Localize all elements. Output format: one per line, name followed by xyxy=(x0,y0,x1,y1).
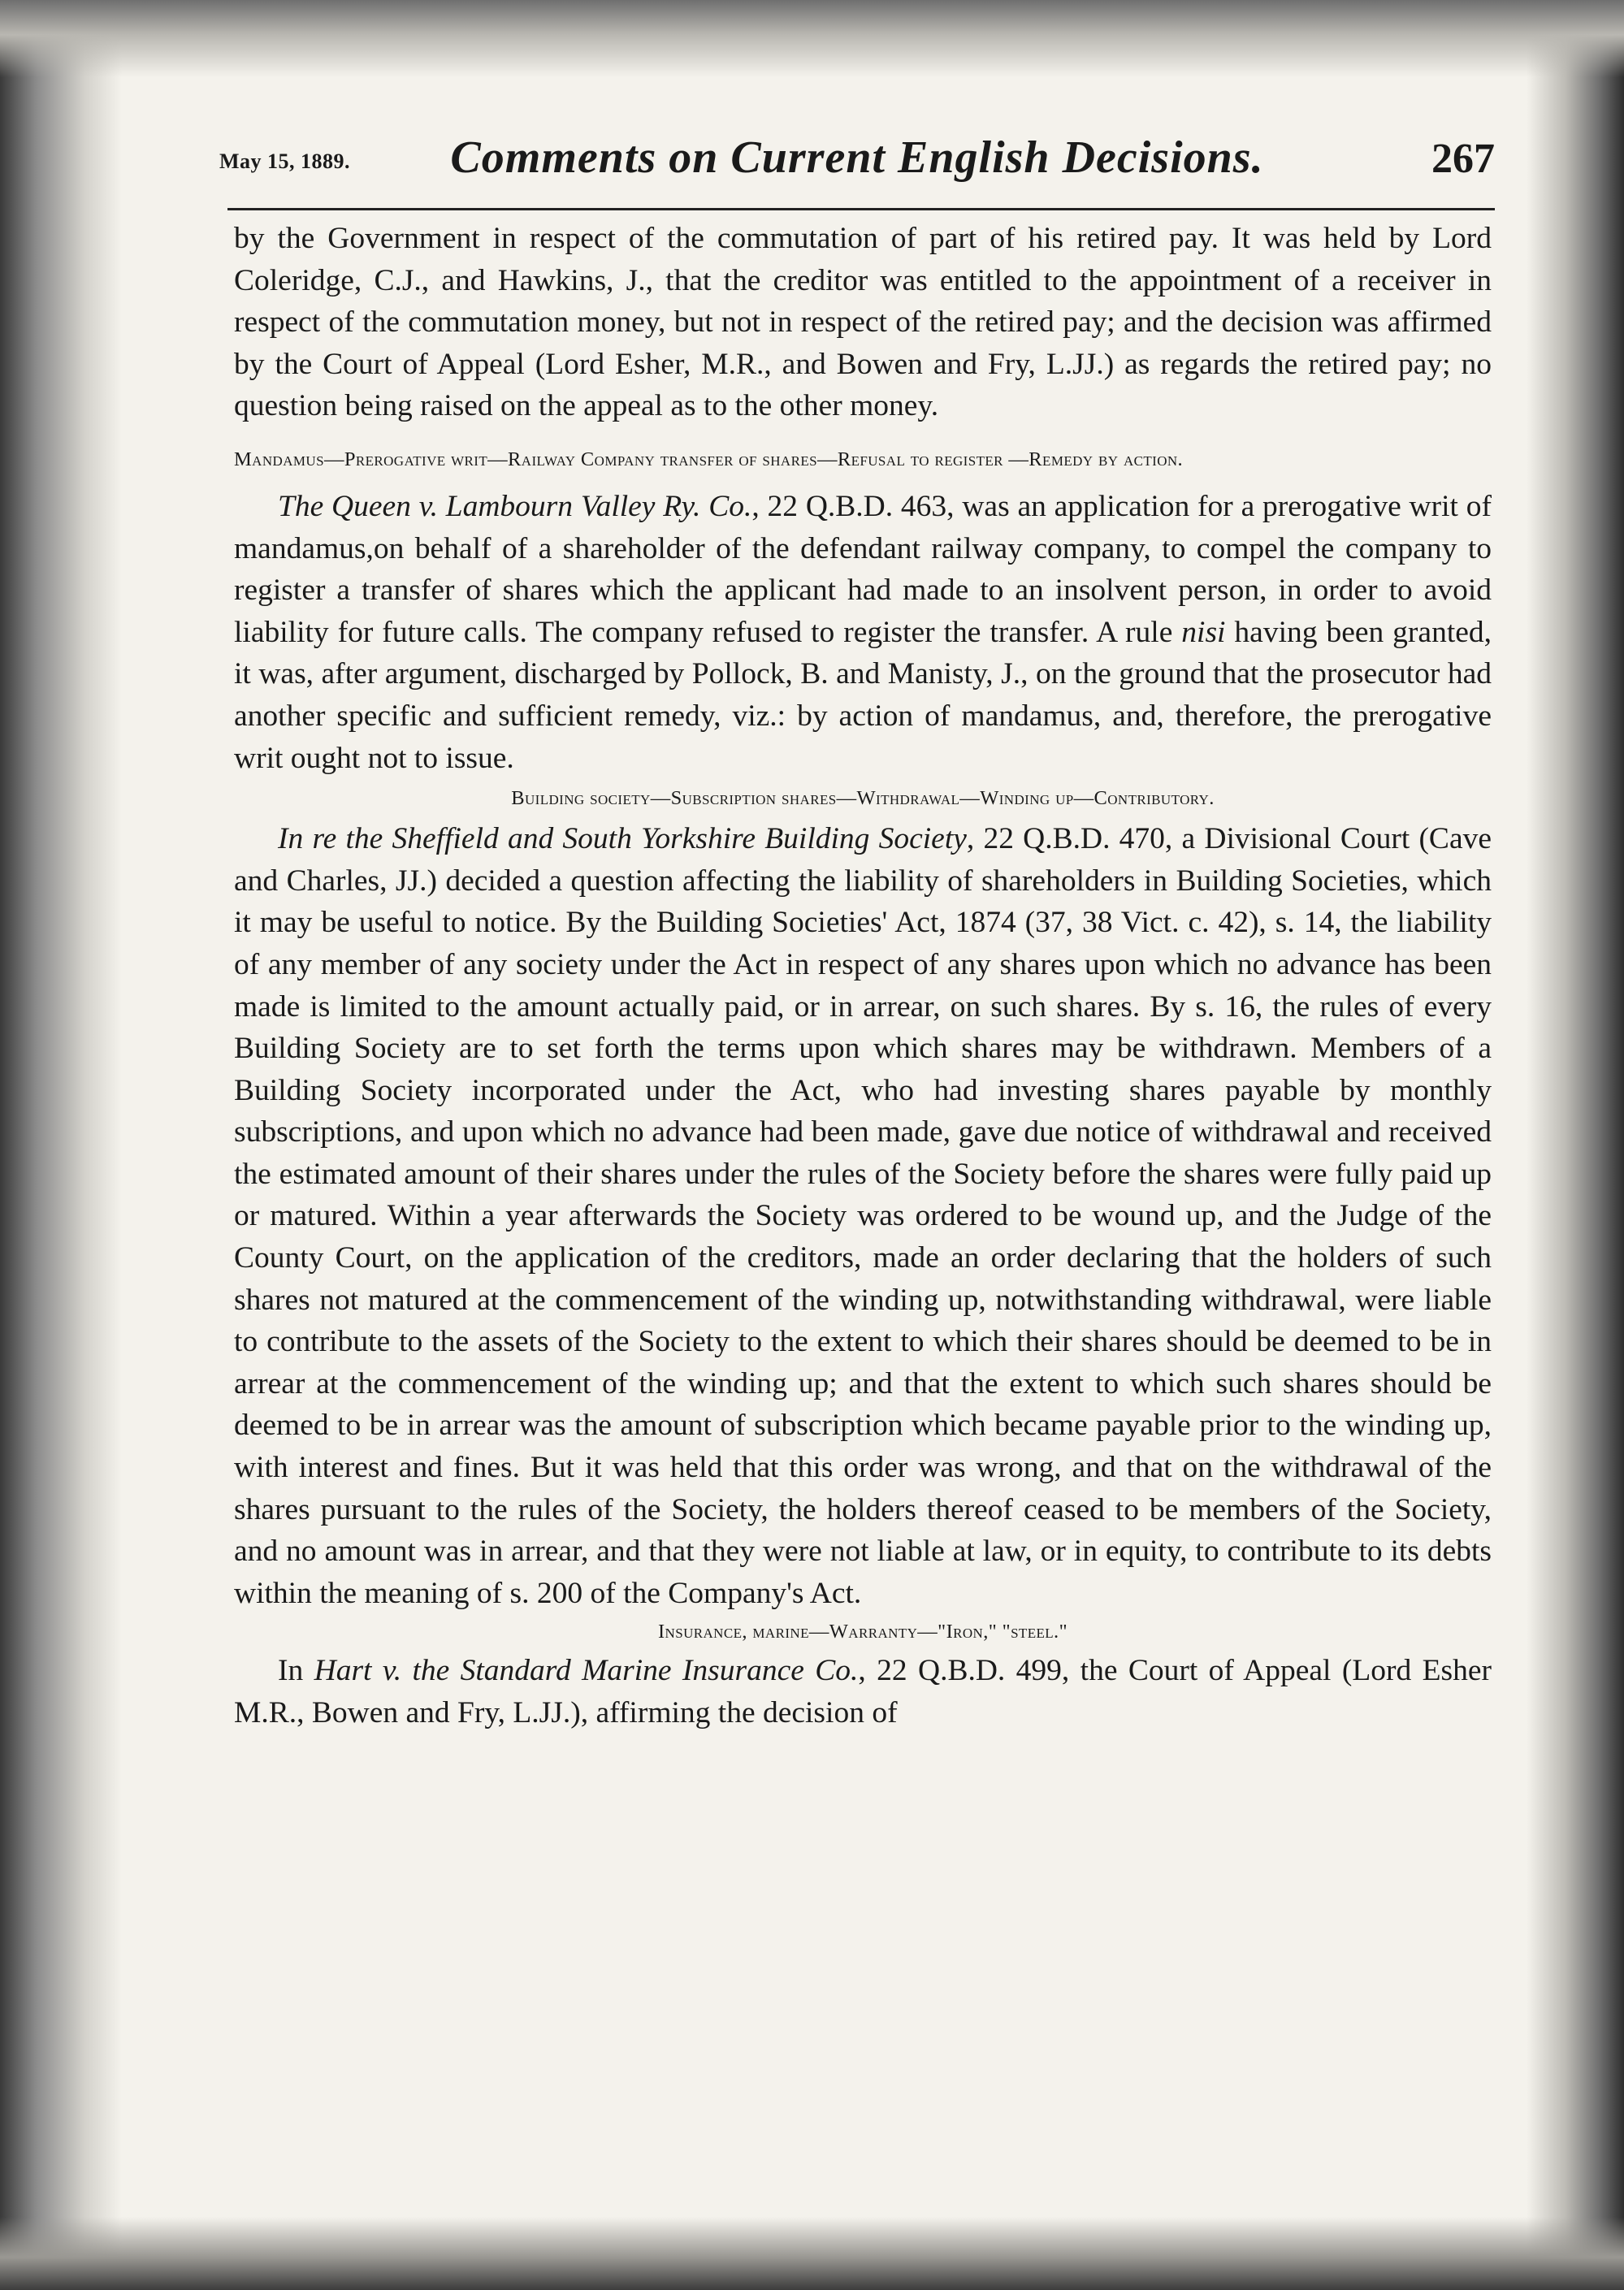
scan-shadow-bottom xyxy=(0,2217,1624,2290)
building-society-text: , 22 Q.B.D. 470, a Divisional Court (Cave and Charles, JJ.) decided a question affecting the liability of shareholders in Building Societies, which it may be useful to notice. By the Building Societies' Act, 1874 (37, 38 Vict. c. 42), s. 14, the liability of any member of any society under the Act in respect of any shares upon which no advance has been made is limited to the amount actually paid, or in arrear, on such shares. By s. 16, the rules of every Building Society are to set forth the terms upon which shares may be withdrawn. Members of a Building Society incorporated under the Act, who had investing shares payable by monthly subscriptions, and upon which no advance had been made, gave due notice of withdrawal and received the estimated amount of their shares under the rules of the Society before the shares were fully paid up or matured. Within a year afterwards the Society was ordered to be wound up, and the Judge of the County Court, on the application of the creditors, made an order declaring that the holders of such shares not matured at the commencement of the winding up, notwithstanding withdrawal, were liable to contribute to the assets of the Society to the extent to which their shares should be deemed to be in arrear at the commencement of the winding up; and that the extent to which such shares should be deemed to be in arrear was the amount of subscription which became payable prior to the winding up, with interest and fines. But it was held that this order was wrong, and that on the withdrawal of the shares pursuant to the rules of the Society, the holders thereof ceased to be members of the Society, and no amount was in arrear, and that they were not liable at law, or in equity, to contribute to its debts within the meaning of s. 200 of the Company's Act. xyxy=(234,822,1492,1610)
mandamus-heading: Mandamus—Prerogative writ—Railway Company transfer of shares—Refusal to register —Remedy by action. xyxy=(234,448,1184,470)
scan-shadow-left xyxy=(0,0,122,2290)
header-date: May 15, 1889. xyxy=(219,149,351,173)
header-rule xyxy=(227,208,1495,210)
mandamus-paragraph xyxy=(234,486,1492,779)
page-header xyxy=(219,120,1495,185)
mandamus-text: , 22 Q.B.D. 463, was an application for a prerogative writ of mandamus,on behalf of a shareholder of the defendant railway company, to compel the company to register a transfer of shares which the applicant had made to an insolvent person, in order to avoid liability for future calls. The company refused to register the transfer. A rule xyxy=(234,489,1492,649)
insurance-text: , 22 Q.B.D. 499, the Court of Appeal (Lord Esher M.R., Bowen and Fry, L.JJ.), affirming the decision of xyxy=(234,1654,1492,1729)
header-title: Comments on Current English Decisions. xyxy=(450,132,1264,183)
insurance-heading: Insurance, marine—Warranty—"Iron," "steel." xyxy=(657,1621,1068,1643)
insurance-lead: In xyxy=(278,1654,314,1688)
continued-paragraph: by the Government in respect of the commutation of part of his retired pay. It was held by Lord Coleridge, C.J., and Hawkins, J., that the creditor was entitled to the appointment of a receiver in respect of the commutation money, but not in respect of the retired pay; and the decision was affirmed by the Court of Appeal (Lord Esher, M.R., and Bowen and Fry, L.JJ.) as regards the retired pay; no question being raised on the appeal as to the other money. xyxy=(234,222,1492,423)
mandamus-emphasis: nisi xyxy=(1181,615,1226,649)
mandamus-text-after: having been granted, it was, after argument, discharged by Pollock, B. and Manisty, J., on the ground that the prosecutor had another specific and sufficient remedy, viz.: by action of mandamus, and, therefore, the prerogative writ ought not to issue. xyxy=(234,615,1492,775)
building-society-case-name: In re the Sheffield and South Yorkshire Building Society xyxy=(278,822,967,856)
building-society-heading: Building society—Subscription shares—Withdrawal—Winding up—Contributory. xyxy=(511,787,1215,810)
building-society-paragraph xyxy=(234,818,1492,1614)
page-number: 267 xyxy=(1431,136,1495,182)
insurance-paragraph xyxy=(234,1650,1492,1734)
mandamus-case-name: The Queen v. Lambourn Valley Ry. Co. xyxy=(278,489,752,523)
scan-shadow-right xyxy=(1527,0,1624,2290)
page-body xyxy=(234,218,1492,1734)
insurance-case-name: Hart v. the Standard Marine Insurance Co. xyxy=(314,1654,859,1688)
scan-shadow-top xyxy=(0,0,1624,77)
